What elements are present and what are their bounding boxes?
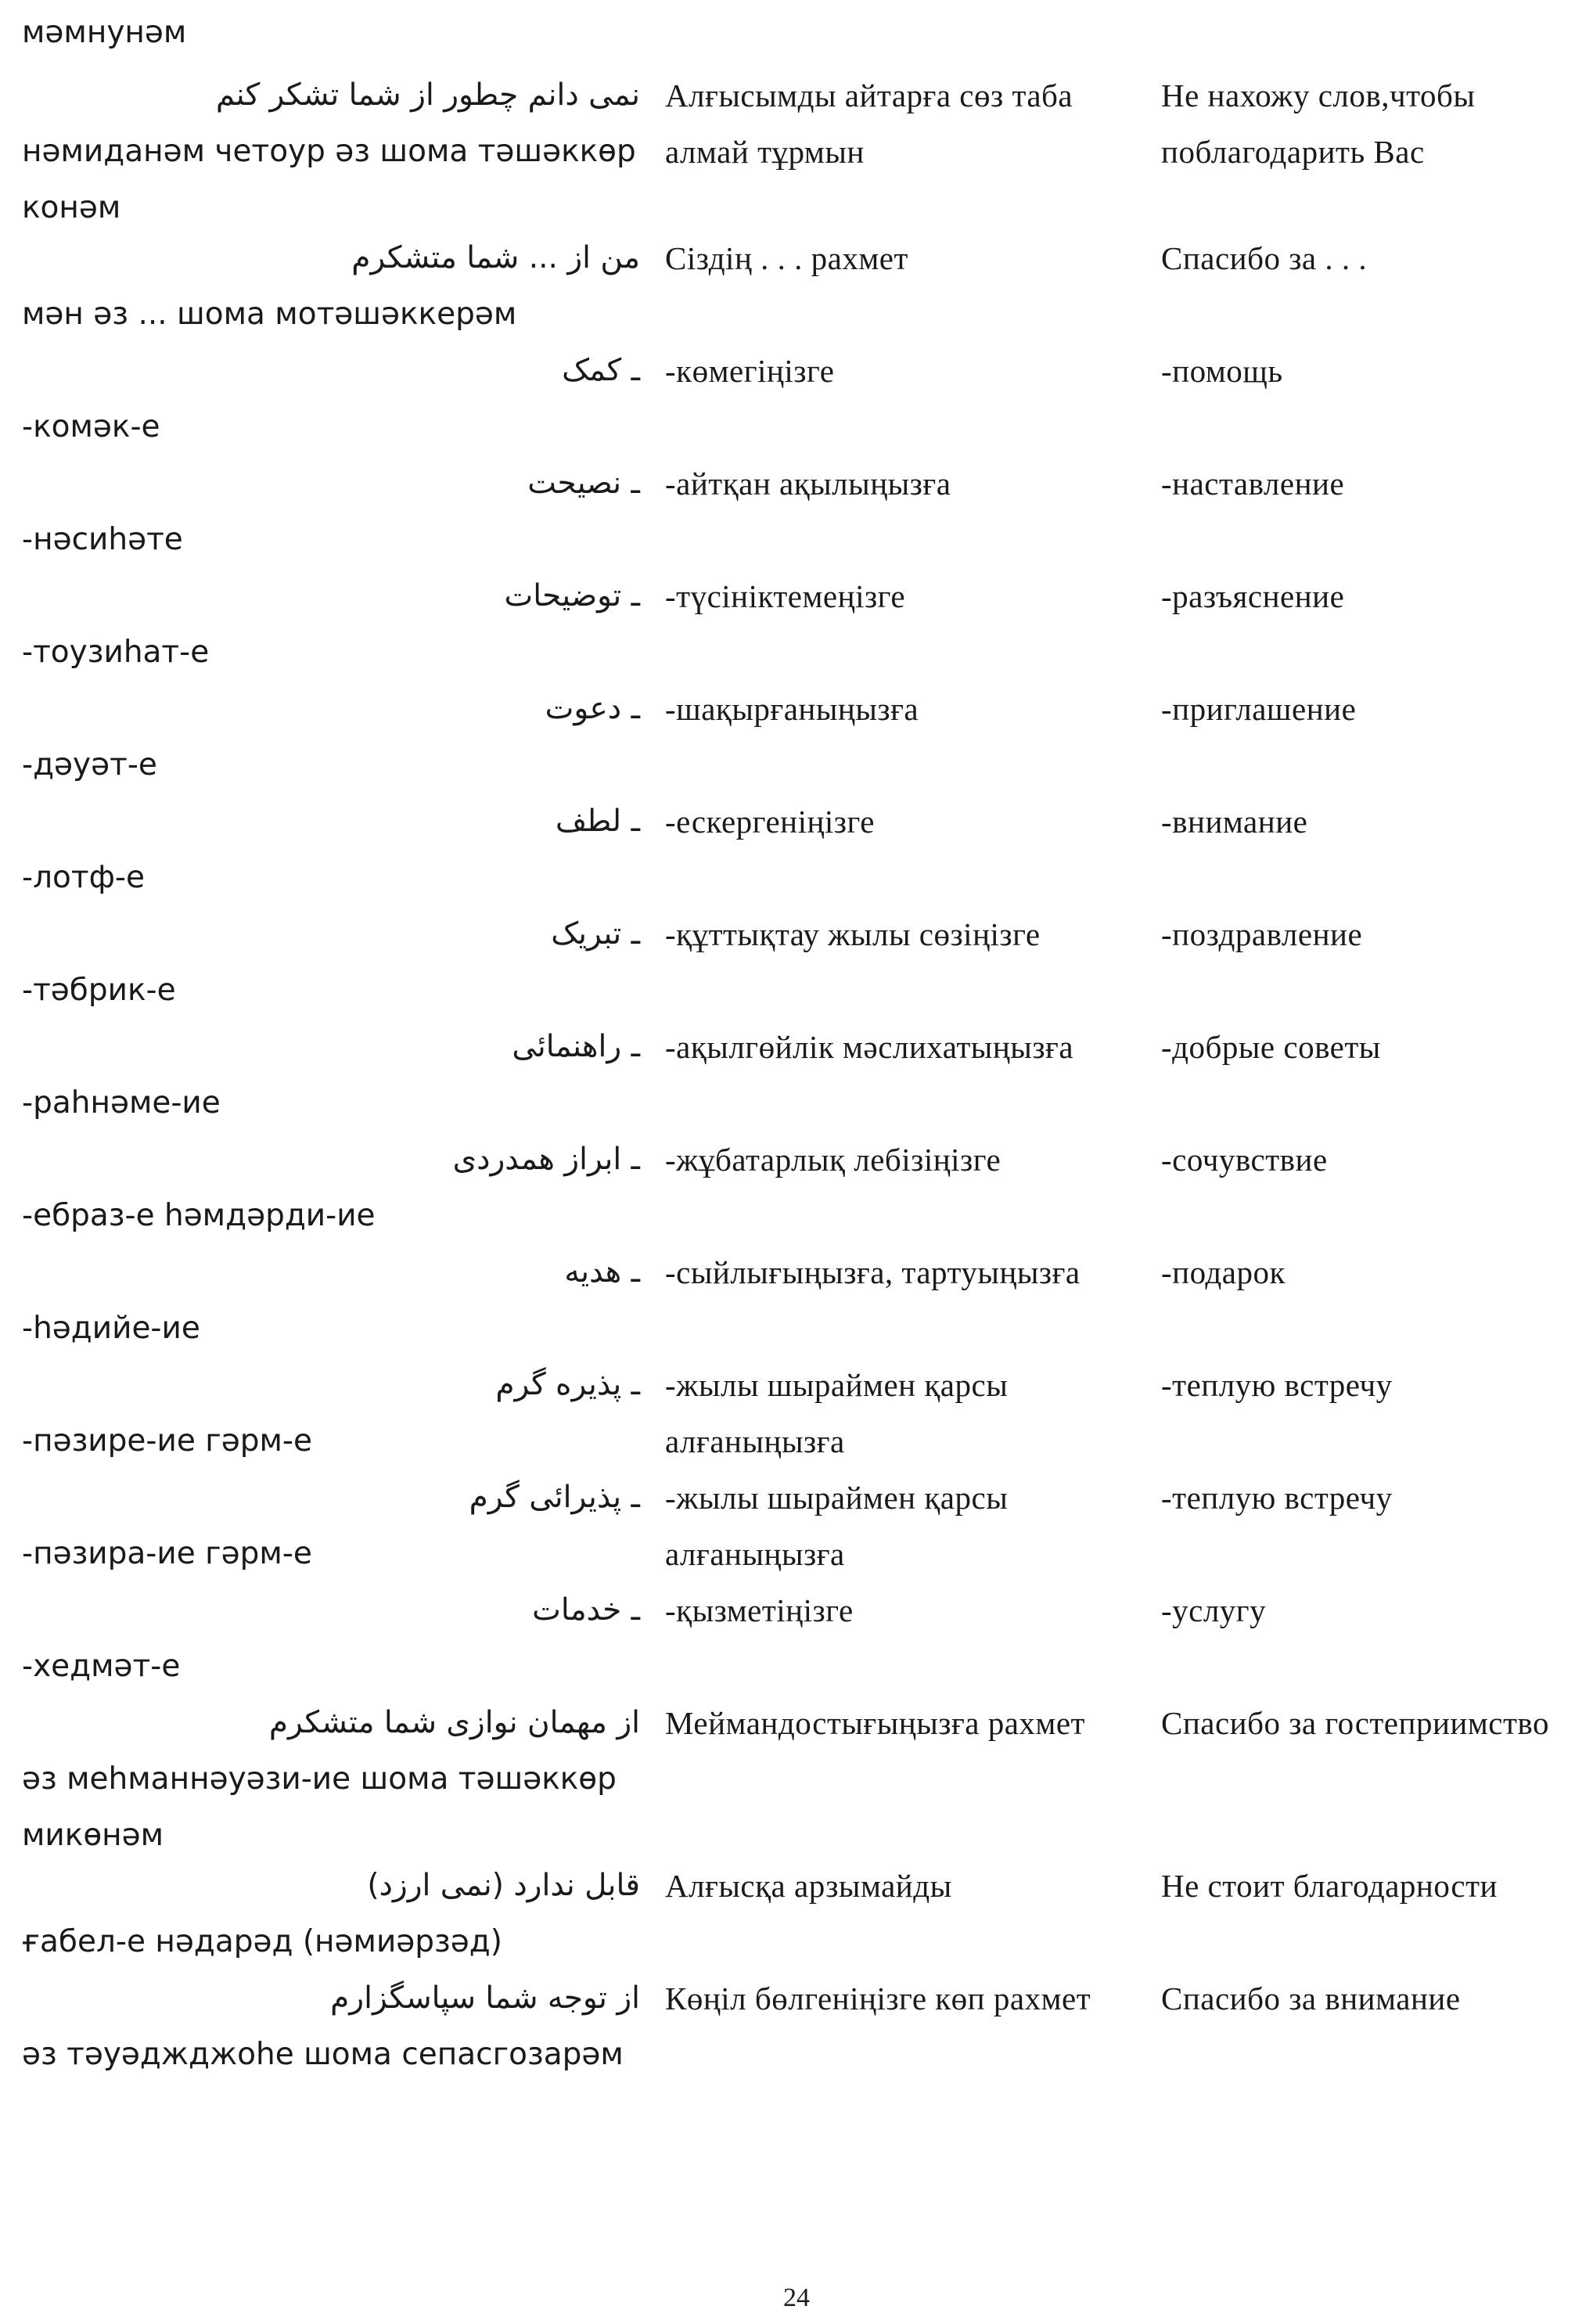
kazakh-text: -құттықтау жылы сөзіңізге — [665, 916, 1041, 952]
persian-entry — [22, 568, 640, 681]
russian-text: -теплую встречу — [1161, 1367, 1393, 1403]
kazakh-text: -айтқан ақылыңызға — [665, 466, 951, 502]
russian-text: Не стоит благодарности — [1161, 1868, 1498, 1904]
russian-text: Спасибо за . . . — [1161, 240, 1368, 276]
russian-text: -наставление — [1161, 466, 1345, 502]
transliteration: нәмиданәм четоур әз шома тәшәккөр конәм — [22, 134, 636, 225]
russian-text: -внимание — [1161, 804, 1308, 840]
persian-entry — [22, 906, 640, 1019]
page-number: 24 — [783, 2283, 810, 2312]
kazakh-text: -қызметіңізге — [665, 1592, 854, 1628]
persian-text: من از ... شما متشکرم — [351, 240, 640, 275]
persian-text: ـ توضیحات — [504, 578, 640, 613]
persian-entry — [22, 455, 640, 568]
persian-entry — [22, 793, 640, 906]
kazakh-text: Алғысқа арзымайды — [665, 1868, 952, 1904]
kazakh-text: -шақырғаныңызға — [665, 691, 919, 727]
persian-entry — [22, 1470, 640, 1582]
russian-text: -услугу — [1161, 1592, 1267, 1628]
transliteration: -раһнәме-ие — [22, 1085, 221, 1121]
russian-text: -сочувствие — [1161, 1142, 1328, 1178]
persian-entry — [22, 1695, 640, 1864]
persian-text: ـ تبریک — [551, 916, 640, 952]
transliteration: -пәзира-ие гәрм-е — [22, 1536, 312, 1571]
transliteration: әз меһманнәуәзи-ие шома тәшәккөр микөнәм — [22, 1761, 617, 1853]
kazakh-text: -көмегіңізге — [665, 353, 835, 389]
persian-entry — [22, 1357, 640, 1470]
kazakh-text: -ескергеніңізге — [665, 804, 875, 840]
persian-text: ـ هدیه — [564, 1254, 640, 1290]
kazakh-text: -түсініктемеңізге — [665, 578, 906, 614]
transliteration: әз тәуәджджоһе шома сепасгозарәм — [22, 2037, 624, 2072]
persian-entry — [22, 681, 640, 793]
persian-entry — [22, 67, 640, 236]
persian-text: از توجه شما سپاسگزارم — [330, 1980, 640, 2016]
transliteration: -комәк-е — [22, 409, 160, 444]
russian-text: -помощь — [1161, 353, 1283, 389]
persian-text: ـ پذیرائی گرم — [469, 1480, 640, 1515]
kazakh-text: Меймандостығыңызға рахмет — [665, 1705, 1085, 1741]
kazakh-text: -жылы шыраймен қарсы алғаныңызға — [665, 1480, 1009, 1572]
persian-entry — [22, 1244, 640, 1357]
persian-entry — [22, 1582, 640, 1695]
persian-text: از مهمان نوازی شما متشکرم — [268, 1705, 640, 1740]
transliteration: ғабел-е нәдарәд (нәмиәрзәд) — [22, 1924, 502, 1959]
russian-text: -разъяснение — [1161, 578, 1345, 614]
kazakh-text: Көңіл бөлгеніңізге көп рахмет — [665, 1980, 1091, 2016]
persian-text: نمی دانم چطور از شما تشکر کنم — [215, 77, 640, 113]
persian-text: قابل ندارد (نمی ارزد) — [367, 1868, 640, 1903]
persian-text: ـ پذیره گرم — [495, 1367, 640, 1402]
persian-entry — [22, 230, 640, 343]
kazakh-text: -ақылгөйлік мәслихатыңызға — [665, 1029, 1074, 1065]
transliteration: -һәдийе-ие — [22, 1311, 200, 1346]
russian-text: Спасибо за внимание — [1161, 1980, 1461, 2016]
transliteration: -тоузиһат-е — [22, 635, 210, 670]
persian-text: ـ خدمات — [532, 1592, 640, 1628]
transliteration: -дәуәт-е — [22, 747, 157, 782]
persian-entry — [22, 1131, 640, 1244]
kazakh-text: Алғысымды айтарға сөз таба алмай тұрмын — [665, 77, 1073, 170]
persian-text: ـ کمک — [562, 353, 640, 388]
transliteration: мән әз ... шома мотәшәккерәм — [22, 297, 517, 332]
russian-text: -приглашение — [1161, 691, 1357, 727]
kazakh-text: Сіздің . . . рахмет — [665, 240, 908, 276]
transliteration: -лотф-е — [22, 860, 145, 895]
persian-entry — [22, 1019, 640, 1131]
persian-text: ـ ابراز همدردی — [452, 1142, 640, 1177]
persian-entry — [22, 5, 640, 61]
russian-text: -поздравление — [1161, 916, 1363, 952]
persian-text: ـ دعوت — [545, 691, 640, 726]
transliteration: -тәбрик-е — [22, 973, 176, 1008]
kazakh-text: -жылы шыраймен қарсы алғаныңызға — [665, 1367, 1009, 1459]
persian-entry — [22, 1858, 640, 1970]
russian-text: -теплую встречу — [1161, 1480, 1393, 1516]
transliteration: -пәзире-ие гәрм-е — [22, 1423, 312, 1459]
persian-text: ـ لطف — [555, 804, 640, 839]
kazakh-text: -сыйлығыңызға, тартуыңызға — [665, 1254, 1081, 1290]
russian-text: Не нахожу слов,чтобы поблагодарить Вас — [1161, 77, 1476, 170]
russian-text: Спасибо за гостеприимство — [1161, 1705, 1549, 1741]
persian-entry — [22, 1970, 640, 2083]
persian-entry — [22, 343, 640, 455]
russian-text: -добрые советы — [1161, 1029, 1381, 1065]
transliteration: -хедмәт-е — [22, 1649, 181, 1684]
transliteration: -нәсиһәте — [22, 522, 183, 557]
persian-text: ـ نصیحت — [527, 466, 640, 501]
persian-text: ـ راهنمائی — [512, 1029, 640, 1064]
kazakh-text: -жұбатарлық лебізіңізге — [665, 1142, 1001, 1178]
russian-text: -подарок — [1161, 1254, 1286, 1290]
transliteration: -ебраз-е һәмдәрди-ие — [22, 1198, 376, 1233]
transliteration: мәмнунәм — [22, 15, 187, 50]
